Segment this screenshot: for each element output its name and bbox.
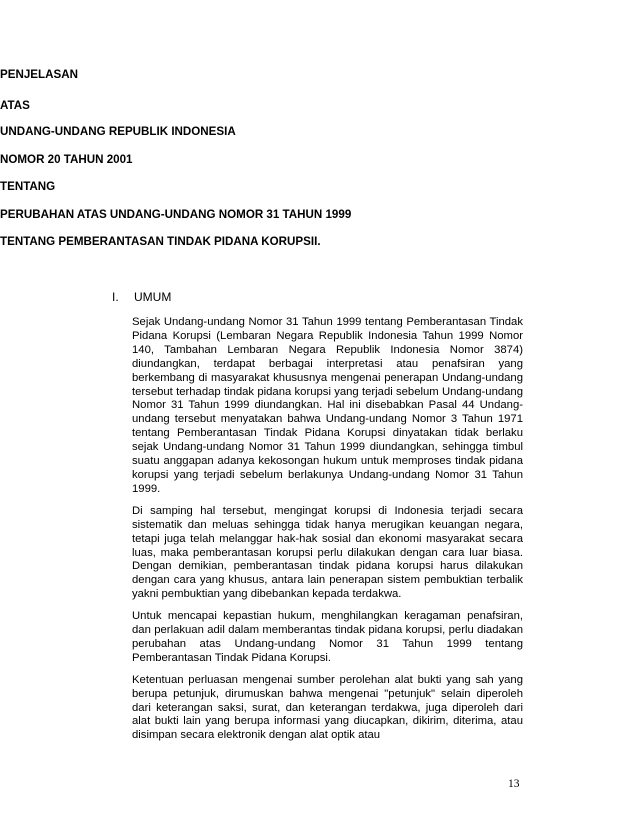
title-line-6: PERUBAHAN ATAS UNDANG-UNDANG NOMOR 31 TAHUN 1999: [0, 208, 352, 221]
section-body: [132, 316, 523, 751]
section-heading: [112, 290, 171, 304]
title-line-2: ATAS: [0, 99, 30, 112]
paragraph-4: Ketentuan perluasan mengenai sumber perolehan alat bukti yang sah yang berupa petunjuk, dirumuskan bahwa mengenai "petunjuk" selain diperoleh dari keterangan saksi, surat, dan keterangan terdakwa, juga diperoleh dari alat bukti lain yang berupa informasi yang diucapkan, dikirim, diterima, atau disimpan secara elektronik dengan alat optik atau: [132, 673, 523, 742]
paragraph-1: Sejak Undang-undang Nomor 31 Tahun 1999 tentang Pemberantasan Tindak Pidana Korupsi (Lembaran Negara Republik Indonesia Tahun 1999 Nomor 140, Tambahan Lembaran Negara Republik Indonesia Nomor 3874) diundangkan, terdapat berbagai interpretasi atau penafsiran yang berkembang di masyarakat khususnya mengenai penerapan Undang-undang tersebut terhadap tindak pidana korupsi yang terjadi sebelum Undang-undang Nomor 31 Tahun 1999 diundangkan. Hal ini disebabkan Pasal 44 Undang-undang tersebut menyatakan bahwa Undang-undang Nomor 3 Tahun 1971 tentang Pemberantasan Tindak Pidana Korupsi dinyatakan tidak berlaku sejak Undang-undang Nomor 31 Tahun 1999 diundangkan, sehingga timbul suatu anggapan adanya kekosongan hukum untuk memproses tindak pidana korupsi yang terjadi sebelum berlakunya Undang-undang Nomor 31 Tahun 1999.: [132, 316, 523, 495]
section-number: I.: [112, 290, 119, 304]
title-line-3: UNDANG-UNDANG REPUBLIK INDONESIA: [0, 125, 236, 138]
page-number: 13: [508, 778, 520, 790]
paragraph-3: Untuk mencapai kepastian hukum, menghilangkan keragaman penafsiran, dan perlakuan adil dalam memberantas tindak pidana korupsi, perlu diadakan perubahan atas Undang-undang Nomor 31 Tahun 1999 tentang Pemberantasan Tindak Pidana Korupsi.: [132, 610, 523, 664]
title-line-7: TENTANG PEMBERANTASAN TINDAK PIDANA KORUPSII.: [0, 235, 321, 248]
paragraph-2: Di samping hal tersebut, mengingat korupsi di Indonesia terjadi secara sistematik dan meluas sehingga tidak hanya merugikan keuangan negara, tetapi juga telah melanggar hak-hak sosial dan ekonomi masyarakat secara luas, maka pemberantasan korupsi perlu dilakukan dengan cara luar biasa. Dengan demikian, pemberantasan tindak pidana korupsi harus dilakukan dengan cara yang khusus, antara lain penerapan sistem pembuktian terbalik yakni pembuktian yang dibebankan kepada terdakwa.: [132, 504, 523, 601]
title-line-4: NOMOR 20 TAHUN 2001: [0, 153, 133, 166]
section-title: UMUM: [134, 290, 172, 304]
title-line-1: PENJELASAN: [0, 68, 78, 81]
title-line-5: TENTANG: [0, 180, 56, 193]
